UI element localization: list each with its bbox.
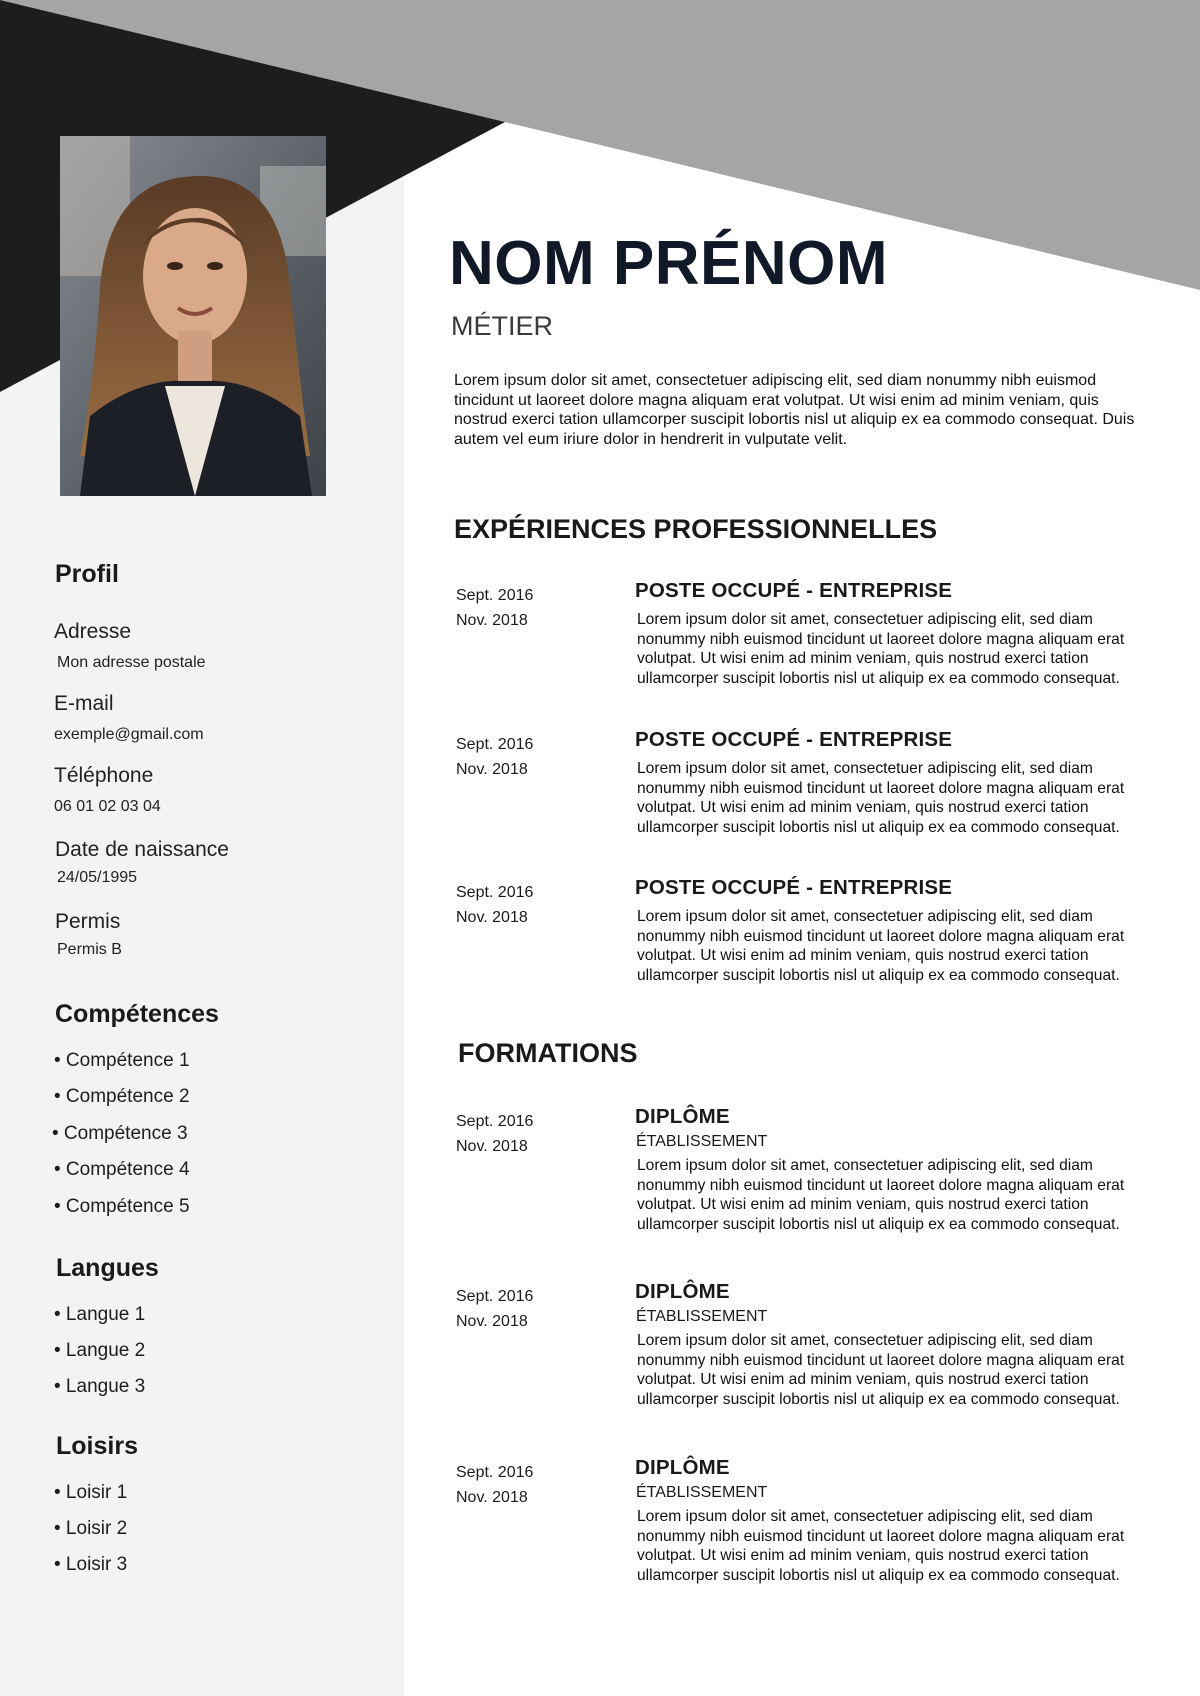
address-label: Adresse	[54, 620, 132, 643]
entry-description: Lorem ipsum dolor sit amet, consectetuer adipiscing elit, sed diam nonummy nibh euismod tincidunt ut laoreet dolore magna aliquam erat volutpat. Ut wisi enim ad minim veniam, quis nostrud exerci tation ullamcorper suscipit lobortis nisl ut aliquip ex ea commodo consequat.	[637, 908, 1125, 984]
license-label: Permis	[55, 910, 121, 933]
entry-description: Lorem ipsum dolor sit amet, consectetuer adipiscing elit, sed diam nonummy nibh euismod tincidunt ut laoreet dolore magna aliquam erat volutpat. Ut wisi enim ad minim veniam, quis nostrud exerci tation ullamcorper suscipit lobortis nisl ut aliquip ex ea commodo consequat.	[637, 1332, 1125, 1408]
start-date: Sept. 2016	[456, 736, 534, 753]
end-date: Nov. 2018	[456, 612, 528, 629]
entry-dates	[456, 1109, 533, 1159]
entry-title: DIPLÔME	[635, 1456, 730, 1479]
entry-school: ÉTABLISSEMENT	[636, 1308, 768, 1325]
experience-entry	[456, 728, 1156, 872]
entry-description: Lorem ipsum dolor sit amet, consectetuer adipiscing elit, sed diam nonummy nibh euismod tincidunt ut laoreet dolore magna aliquam erat volutpat. Ut wisi enim ad minim veniam, quis nostrud exerci tation ullamcorper suscipit lobortis nisl ut aliquip ex ea commodo consequat.	[637, 1157, 1125, 1233]
language-item: • Langue 1	[54, 1304, 146, 1325]
skill-item: • Compétence 3	[52, 1123, 188, 1144]
entry-title: DIPLÔME	[635, 1280, 730, 1303]
end-date: Nov. 2018	[456, 761, 528, 778]
entry-title: POSTE OCCUPÉ - ENTREPRISE	[635, 579, 953, 602]
hobby-item: • Loisir 1	[54, 1482, 128, 1503]
education-entry	[456, 1456, 1156, 1600]
skill-item: • Compétence 4	[54, 1159, 190, 1180]
education-entry	[456, 1280, 1156, 1424]
entry-dates	[456, 732, 533, 782]
end-date: Nov. 2018	[456, 1489, 528, 1506]
entry-title: DIPLÔME	[635, 1105, 730, 1128]
end-date: Nov. 2018	[456, 909, 528, 926]
education-heading: FORMATIONS	[458, 1038, 638, 1068]
phone-label: Téléphone	[54, 764, 154, 787]
license-value: Permis B	[57, 941, 122, 958]
hobby-item: • Loisir 2	[54, 1518, 128, 1539]
entry-school: ÉTABLISSEMENT	[636, 1133, 768, 1150]
end-date: Nov. 2018	[456, 1138, 528, 1155]
experience-entry	[456, 579, 1156, 723]
birthdate-value: 24/05/1995	[57, 869, 138, 886]
phone-value: 06 01 02 03 04	[54, 798, 161, 815]
entry-dates	[456, 880, 533, 930]
intro-text: Lorem ipsum dolor sit amet, consectetuer adipiscing elit, sed diam nonummy nibh euismod tincidunt ut laoreet dolore magna aliquam erat volutpat. Ut wisi enim ad minim veniam, quis nostrud exerci tation ullamcorper suscipit lobortis nisl ut aliquip ex ea commodo consequat. Duis autem vel eum iriure dolor in hendrerit in vulputate velit.	[454, 372, 1135, 448]
full-name: NOM PRÉNOM	[449, 229, 888, 298]
start-date: Sept. 2016	[456, 587, 534, 604]
job-title: MÉTIER	[451, 311, 554, 341]
languages-heading: Langues	[56, 1254, 159, 1282]
start-date: Sept. 2016	[456, 1464, 534, 1481]
skill-item: • Compétence 1	[54, 1050, 190, 1071]
entry-title: POSTE OCCUPÉ - ENTREPRISE	[635, 728, 953, 751]
hobbies-heading: Loisirs	[56, 1432, 138, 1460]
experience-heading: EXPÉRIENCES PROFESSIONNELLES	[454, 514, 938, 544]
address-value: Mon adresse postale	[57, 654, 206, 671]
entry-dates	[456, 1284, 533, 1334]
start-date: Sept. 2016	[456, 1113, 534, 1130]
birthdate-label: Date de naissance	[55, 838, 229, 861]
entry-description: Lorem ipsum dolor sit amet, consectetuer adipiscing elit, sed diam nonummy nibh euismod tincidunt ut laoreet dolore magna aliquam erat volutpat. Ut wisi enim ad minim veniam, quis nostrud exerci tation ullamcorper suscipit lobortis nisl ut aliquip ex ea commodo consequat.	[637, 611, 1125, 687]
entry-description: Lorem ipsum dolor sit amet, consectetuer adipiscing elit, sed diam nonummy nibh euismod tincidunt ut laoreet dolore magna aliquam erat volutpat. Ut wisi enim ad minim veniam, quis nostrud exerci tation ullamcorper suscipit lobortis nisl ut aliquip ex ea commodo consequat.	[637, 1508, 1125, 1584]
entry-description: Lorem ipsum dolor sit amet, consectetuer adipiscing elit, sed diam nonummy nibh euismod tincidunt ut laoreet dolore magna aliquam erat volutpat. Ut wisi enim ad minim veniam, quis nostrud exerci tation ullamcorper suscipit lobortis nisl ut aliquip ex ea commodo consequat.	[637, 760, 1125, 836]
language-item: • Langue 2	[54, 1340, 146, 1361]
end-date: Nov. 2018	[456, 1313, 528, 1330]
start-date: Sept. 2016	[456, 1288, 534, 1305]
profile-heading: Profil	[55, 560, 119, 588]
email-value: exemple@gmail.com	[54, 726, 204, 743]
skill-item: • Compétence 5	[54, 1196, 190, 1217]
language-item: • Langue 3	[54, 1376, 146, 1397]
hobby-item: • Loisir 3	[54, 1554, 128, 1575]
skill-item: • Compétence 2	[54, 1086, 190, 1107]
entry-school: ÉTABLISSEMENT	[636, 1484, 768, 1501]
start-date: Sept. 2016	[456, 884, 534, 901]
email-label: E-mail	[54, 692, 114, 715]
experience-entry	[456, 876, 1156, 1020]
skills-heading: Compétences	[55, 1000, 219, 1028]
entry-title: POSTE OCCUPÉ - ENTREPRISE	[635, 876, 953, 899]
entry-dates	[456, 1460, 533, 1510]
education-entry	[456, 1105, 1156, 1249]
entry-dates	[456, 583, 533, 633]
sidebar	[54, 0, 384, 1696]
